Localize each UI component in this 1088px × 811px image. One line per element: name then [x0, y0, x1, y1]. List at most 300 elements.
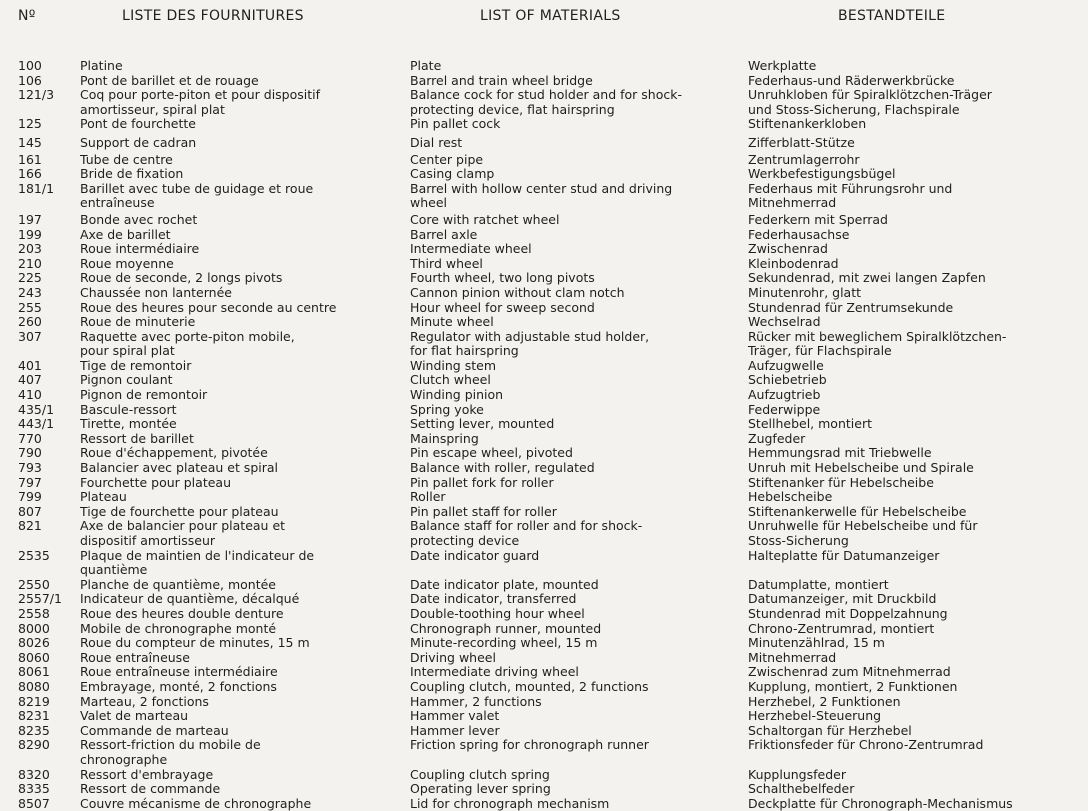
part-name-german	[748, 213, 888, 228]
part-number: 8320	[18, 766, 50, 782]
text-line: Casing clamp	[410, 166, 495, 182]
part-name-french	[80, 88, 320, 117]
table-row	[0, 271, 1088, 286]
part-name-french	[80, 359, 191, 374]
part-number: 799	[18, 489, 42, 505]
table-row	[0, 301, 1088, 316]
part-name-german	[748, 782, 854, 797]
text-line: Third wheel	[410, 255, 483, 271]
text-line: Core with ratchet wheel	[410, 211, 560, 227]
text-line: Roller	[410, 489, 446, 505]
text-line: Unruhkloben für Spiralklötzchen-Träger	[748, 87, 992, 103]
part-name-french	[80, 607, 284, 622]
text-line: Intermediate driving wheel	[410, 664, 579, 680]
text-line: Tirette, montée	[80, 416, 177, 432]
part-name-french	[80, 490, 127, 505]
text-line: protecting device, flat hairspring	[410, 101, 615, 117]
text-line: Stellhebel, montiert	[748, 416, 872, 432]
text-line: Minutenzählrad, 15 m	[748, 635, 885, 651]
text-line: protecting device	[410, 533, 520, 548]
text-line: Center pipe	[410, 151, 484, 167]
part-name-english	[410, 549, 539, 564]
table-row	[0, 417, 1088, 432]
table-row	[0, 738, 1088, 767]
text-line: Zentrumlagerrohr	[748, 151, 860, 167]
part-name-english	[410, 271, 595, 286]
part-name-german	[748, 257, 839, 272]
part-name-french	[80, 74, 259, 89]
part-number: 181/1	[18, 180, 55, 196]
table-row	[0, 519, 1088, 548]
text-line: entraîneuse	[80, 195, 155, 211]
text-line: Roue du compteur de minutes, 15 m	[80, 635, 310, 651]
column-header-german: BESTANDTEILE	[838, 8, 946, 24]
part-name-german	[748, 373, 827, 388]
table-row	[0, 782, 1088, 797]
part-name-french	[80, 446, 268, 461]
part-number: 8231	[18, 708, 50, 724]
part-name-french	[80, 738, 261, 767]
part-name-german	[748, 680, 957, 695]
part-name-french	[80, 315, 195, 330]
text-line: Roue de minuterie	[80, 314, 196, 330]
text-line: Zwischenrad zum Mitnehmerrad	[748, 664, 951, 680]
part-name-german	[748, 359, 824, 374]
part-name-german	[748, 490, 832, 505]
text-line: Minute-recording wheel, 15 m	[410, 635, 598, 651]
part-name-english	[410, 665, 579, 680]
part-name-french	[80, 578, 276, 593]
part-name-english	[410, 476, 554, 491]
text-line: Date indicator, transferred	[410, 591, 577, 607]
part-number: 125	[18, 116, 42, 132]
part-number: 243	[18, 284, 42, 300]
text-line: Tube de centre	[80, 151, 173, 167]
text-line: Fourchette pour plateau	[80, 474, 231, 490]
text-line: Dial rest	[410, 134, 463, 150]
text-line: Tige de remontoir	[80, 357, 192, 373]
text-line: Schalthebelfeder	[748, 781, 855, 797]
part-name-german	[748, 461, 974, 476]
text-line: Spring yoke	[410, 401, 484, 417]
text-line: Rücker mit beweglichem Spiralklötzchen-	[748, 328, 1007, 344]
text-line: Roue intermédiaire	[80, 241, 200, 257]
text-line: amortisseur, spiral plat	[80, 101, 225, 117]
text-line: Roue moyenne	[80, 255, 174, 271]
part-number: 145	[18, 134, 42, 150]
part-name-german	[748, 622, 934, 637]
text-line: Pin pallet staff for roller	[410, 503, 557, 519]
table-row	[0, 695, 1088, 710]
part-name-french	[80, 242, 199, 257]
text-line: und Stoss-Sicherung, Flachspirale	[748, 101, 960, 117]
text-line: Kleinbodenrad	[748, 255, 839, 271]
table-row	[0, 136, 1088, 151]
text-line: Roue entraîneuse intermédiaire	[80, 664, 278, 680]
part-name-english	[410, 59, 441, 74]
text-line: pour spiral plat	[80, 343, 175, 359]
part-name-german	[748, 446, 932, 461]
table-row	[0, 592, 1088, 607]
part-number: 797	[18, 474, 42, 490]
part-number: 161	[18, 151, 42, 167]
table-row	[0, 505, 1088, 520]
part-name-french	[80, 505, 279, 520]
part-name-german	[748, 136, 855, 151]
text-line: Stiftenankerwelle für Hebelscheibe	[748, 503, 967, 519]
text-line: Couvre mécanisme de chronographe	[80, 795, 312, 811]
table-row	[0, 476, 1088, 491]
text-line: Sekundenrad, mit zwei langen Zapfen	[748, 270, 986, 286]
text-line: Stundenrad für Zentrumsekunde	[748, 299, 954, 315]
part-name-french	[80, 417, 177, 432]
parts-list	[0, 59, 1088, 811]
part-number: 2535	[18, 547, 50, 563]
part-name-english	[410, 136, 462, 151]
part-name-german	[748, 271, 986, 286]
table-row	[0, 578, 1088, 593]
text-line: Federkern mit Sperrad	[748, 211, 888, 227]
text-line: Roue des heures double denture	[80, 605, 284, 621]
part-number: 8290	[18, 737, 50, 753]
text-line: Herzhebel, 2 Funktionen	[748, 693, 901, 709]
part-name-french	[80, 432, 194, 447]
part-number: 199	[18, 226, 42, 242]
text-line: Balancier avec plateau et spiral	[80, 460, 279, 476]
part-name-english	[410, 592, 576, 607]
table-row	[0, 432, 1088, 447]
text-line: Balance with roller, regulated	[410, 460, 595, 476]
part-name-german	[748, 578, 889, 593]
text-line: Clutch wheel	[410, 372, 491, 388]
part-name-french	[80, 286, 232, 301]
part-name-german	[748, 228, 849, 243]
text-line: Coq pour porte-piton et pour dispositif	[80, 87, 321, 103]
table-row	[0, 74, 1088, 89]
part-name-french	[80, 153, 173, 168]
text-line: Tige de fourchette pour plateau	[80, 503, 279, 519]
text-line: quantième	[80, 562, 148, 578]
text-line: Datumplatte, montiert	[748, 576, 889, 592]
part-number: 260	[18, 314, 42, 330]
part-name-english	[410, 167, 494, 182]
table-row	[0, 315, 1088, 330]
text-line: Aufzugwelle	[748, 357, 824, 373]
text-line: Zwischenrad	[748, 241, 828, 257]
text-line: Barillet avec tube de guidage et roue	[80, 180, 314, 196]
part-name-english	[410, 680, 649, 695]
part-number: 8000	[18, 620, 50, 636]
text-line: Wechselrad	[748, 314, 821, 330]
part-name-german	[748, 695, 901, 710]
part-number: 2557/1	[18, 591, 62, 607]
part-name-french	[80, 782, 220, 797]
text-line: Cannon pinion without clam notch	[410, 284, 625, 300]
part-name-english	[410, 117, 500, 132]
text-line: Hammer, 2 functions	[410, 693, 542, 709]
text-line: Pin escape wheel, pivoted	[410, 445, 573, 461]
part-number: 435/1	[18, 401, 55, 417]
part-name-french	[80, 680, 277, 695]
table-row	[0, 182, 1088, 211]
part-name-english	[410, 519, 642, 548]
part-name-german	[748, 607, 948, 622]
part-name-french	[80, 695, 209, 710]
part-name-french	[80, 476, 231, 491]
part-name-english	[410, 709, 499, 724]
text-line: Träger, für Flachspirale	[748, 343, 892, 359]
table-row	[0, 59, 1088, 74]
part-name-french	[80, 136, 196, 151]
text-line: Plaque de maintien de l'indicateur de	[80, 547, 315, 563]
part-name-english	[410, 768, 550, 783]
text-line: Federhaus mit Führungsrohr und	[748, 180, 953, 196]
part-name-english	[410, 622, 601, 637]
part-number: 8507	[18, 795, 50, 811]
part-number: 225	[18, 270, 42, 286]
part-name-german	[748, 330, 1006, 359]
text-line: Pin pallet cock	[410, 116, 501, 132]
text-line: Ressort de commande	[80, 781, 221, 797]
part-name-german	[748, 665, 951, 680]
table-row	[0, 286, 1088, 301]
part-name-german	[748, 182, 952, 211]
table-row	[0, 622, 1088, 637]
text-line: Minutenrohr, glatt	[748, 284, 862, 300]
text-line: Zugfeder	[748, 430, 806, 446]
text-line: Federhausachse	[748, 226, 850, 242]
column-header-english: LIST OF MATERIALS	[480, 8, 621, 24]
text-line: Hebelscheibe	[748, 489, 833, 505]
text-line: Hammer valet	[410, 708, 500, 724]
text-line: Pignon de remontoir	[80, 387, 208, 403]
part-name-english	[410, 403, 484, 418]
part-number: 2550	[18, 576, 50, 592]
text-line: wheel	[410, 195, 447, 211]
table-row	[0, 213, 1088, 228]
part-name-english	[410, 505, 557, 520]
text-line: Planche de quantième, montée	[80, 576, 276, 592]
part-name-english	[410, 578, 599, 593]
text-line: Mainspring	[410, 430, 479, 446]
part-number: 8219	[18, 693, 50, 709]
text-line: Roue des heures pour seconde au centre	[80, 299, 337, 315]
part-name-english	[410, 330, 649, 359]
text-line: Datumanzeiger, mit Druckbild	[748, 591, 937, 607]
part-name-english	[410, 242, 532, 257]
text-line: Unruh mit Hebelscheibe und Spirale	[748, 460, 974, 476]
part-number: 203	[18, 241, 42, 257]
text-line: Date indicator guard	[410, 547, 540, 563]
text-line: Minute wheel	[410, 314, 494, 330]
table-row	[0, 549, 1088, 578]
text-line: Stiftenanker für Hebelscheibe	[748, 474, 934, 490]
text-line: Kupplung, montiert, 2 Funktionen	[748, 678, 958, 694]
part-name-german	[748, 651, 836, 666]
part-number: 807	[18, 503, 42, 519]
text-line: Werkplatte	[748, 58, 817, 73]
part-name-french	[80, 665, 278, 680]
part-name-french	[80, 271, 282, 286]
part-name-english	[410, 315, 494, 330]
part-name-english	[410, 88, 682, 117]
text-line: Lid for chronograph mechanism	[410, 795, 610, 811]
table-row	[0, 117, 1088, 132]
text-line: Chronograph runner, mounted	[410, 620, 602, 636]
text-line: Commande de marteau	[80, 722, 229, 738]
part-number: 793	[18, 460, 42, 476]
table-row	[0, 651, 1088, 666]
part-name-english	[410, 286, 625, 301]
text-line: Zifferblatt-Stütze	[748, 134, 855, 150]
text-line: Kupplungsfeder	[748, 766, 846, 782]
part-name-english	[410, 359, 496, 374]
table-row	[0, 680, 1088, 695]
part-name-french	[80, 709, 188, 724]
part-name-english	[410, 432, 479, 447]
part-name-french	[80, 388, 207, 403]
text-line: Stoss-Sicherung	[748, 533, 849, 548]
part-name-french	[80, 519, 285, 548]
column-header-french: LISTE DES FOURNITURES	[122, 8, 304, 24]
table-row	[0, 242, 1088, 257]
part-name-english	[410, 490, 446, 505]
table-row	[0, 153, 1088, 168]
text-line: Pin pallet fork for roller	[410, 474, 554, 490]
table-row	[0, 490, 1088, 505]
part-name-german	[748, 388, 820, 403]
text-line: Marteau, 2 fonctions	[80, 693, 209, 709]
text-line: Double-toothing hour wheel	[410, 605, 585, 621]
part-name-english	[410, 301, 595, 316]
part-number: 410	[18, 387, 42, 403]
text-line: Mitnehmerrad	[748, 649, 837, 665]
text-line: Hemmungsrad mit Triebwelle	[748, 445, 932, 461]
text-line: Bonde avec rochet	[80, 211, 198, 227]
text-line: Raquette avec porte-piton mobile,	[80, 328, 295, 344]
table-row	[0, 257, 1088, 272]
text-line: Unruhwelle für Hebelscheibe und für	[748, 518, 978, 534]
part-name-german	[748, 301, 953, 316]
part-name-german	[748, 286, 861, 301]
part-name-german	[748, 519, 978, 548]
text-line: Friktionsfeder für Chrono-Zentrumrad	[748, 737, 984, 753]
text-line: Fourth wheel, two long pivots	[410, 270, 595, 286]
text-line: Ressort-friction du mobile de	[80, 737, 261, 753]
text-line: Halteplatte für Datumanzeiger	[748, 547, 940, 563]
part-name-german	[748, 242, 828, 257]
text-line: chronographe	[80, 751, 168, 767]
text-line: Barrel with hollow center stud and driving	[410, 180, 673, 196]
table-header	[0, 0, 1088, 40]
table-row	[0, 167, 1088, 182]
table-row	[0, 665, 1088, 680]
part-name-english	[410, 607, 585, 622]
table-row	[0, 446, 1088, 461]
part-number: 2558	[18, 605, 50, 621]
text-line: Balance staff for roller and for shock-	[410, 518, 643, 534]
part-name-german	[748, 724, 912, 739]
text-line: Operating lever spring	[410, 781, 551, 797]
part-number: 443/1	[18, 416, 55, 432]
text-line: Plate	[410, 58, 442, 73]
part-number: 8026	[18, 635, 50, 651]
text-line: Axe de barillet	[80, 226, 171, 242]
part-name-english	[410, 417, 554, 432]
part-name-german	[748, 636, 885, 651]
text-line: Platine	[80, 58, 123, 73]
part-name-german	[748, 417, 872, 432]
part-name-german	[748, 403, 820, 418]
column-header-number: Nº	[18, 8, 36, 24]
text-line: Hammer lever	[410, 722, 500, 738]
text-line: Mitnehmerrad	[748, 195, 837, 211]
text-line: Valet de marteau	[80, 708, 189, 724]
part-name-german	[748, 167, 895, 182]
table-row	[0, 724, 1088, 739]
part-name-english	[410, 461, 595, 476]
part-name-german	[748, 738, 983, 753]
text-line: Intermediate wheel	[410, 241, 532, 257]
text-line: Coupling clutch, mounted, 2 functions	[410, 678, 649, 694]
text-line: Support de cadran	[80, 134, 197, 150]
text-line: Mobile de chronographe monté	[80, 620, 277, 636]
text-line: Balance cock for stud holder and for shock-	[410, 87, 682, 103]
text-line: Roue entraîneuse	[80, 649, 190, 665]
part-name-english	[410, 695, 542, 710]
text-line: Pont de fourchette	[80, 116, 196, 132]
part-name-english	[410, 388, 503, 403]
table-row	[0, 607, 1088, 622]
table-row	[0, 768, 1088, 783]
text-line: Chrono-Zentrumrad, montiert	[748, 620, 935, 636]
text-line: for flat hairspring	[410, 343, 519, 359]
text-line: Roue d'échappement, pivotée	[80, 445, 268, 461]
table-row	[0, 388, 1088, 403]
text-line: Indicateur de quantième, décalqué	[80, 591, 300, 607]
part-name-english	[410, 153, 483, 168]
text-line: Winding pinion	[410, 387, 504, 403]
part-number: 121/3	[18, 87, 55, 103]
part-name-german	[748, 592, 936, 607]
part-name-german	[748, 432, 805, 447]
part-name-german	[748, 117, 866, 132]
table-row	[0, 88, 1088, 117]
part-number: 307	[18, 328, 42, 344]
part-name-german	[748, 476, 934, 491]
part-name-english	[410, 228, 477, 243]
part-number: 8061	[18, 664, 50, 680]
text-line: Pont de barillet et de rouage	[80, 72, 259, 88]
text-line: Coupling clutch spring	[410, 766, 550, 782]
part-name-english	[410, 257, 483, 272]
text-line: Schiebetrieb	[748, 372, 827, 388]
text-line: Friction spring for chronograph runner	[410, 737, 649, 753]
part-name-english	[410, 74, 593, 89]
text-line: Hour wheel for sweep second	[410, 299, 595, 315]
part-name-german	[748, 505, 966, 520]
part-number: 106	[18, 72, 42, 88]
text-line: Stundenrad mit Doppelzahnung	[748, 605, 948, 621]
part-name-french	[80, 301, 336, 316]
part-number: 197	[18, 211, 42, 227]
part-name-french	[80, 622, 276, 637]
part-name-german	[748, 88, 992, 117]
part-name-english	[410, 182, 672, 211]
text-line: Driving wheel	[410, 649, 496, 665]
table-row	[0, 228, 1088, 243]
text-line: Winding stem	[410, 357, 496, 373]
